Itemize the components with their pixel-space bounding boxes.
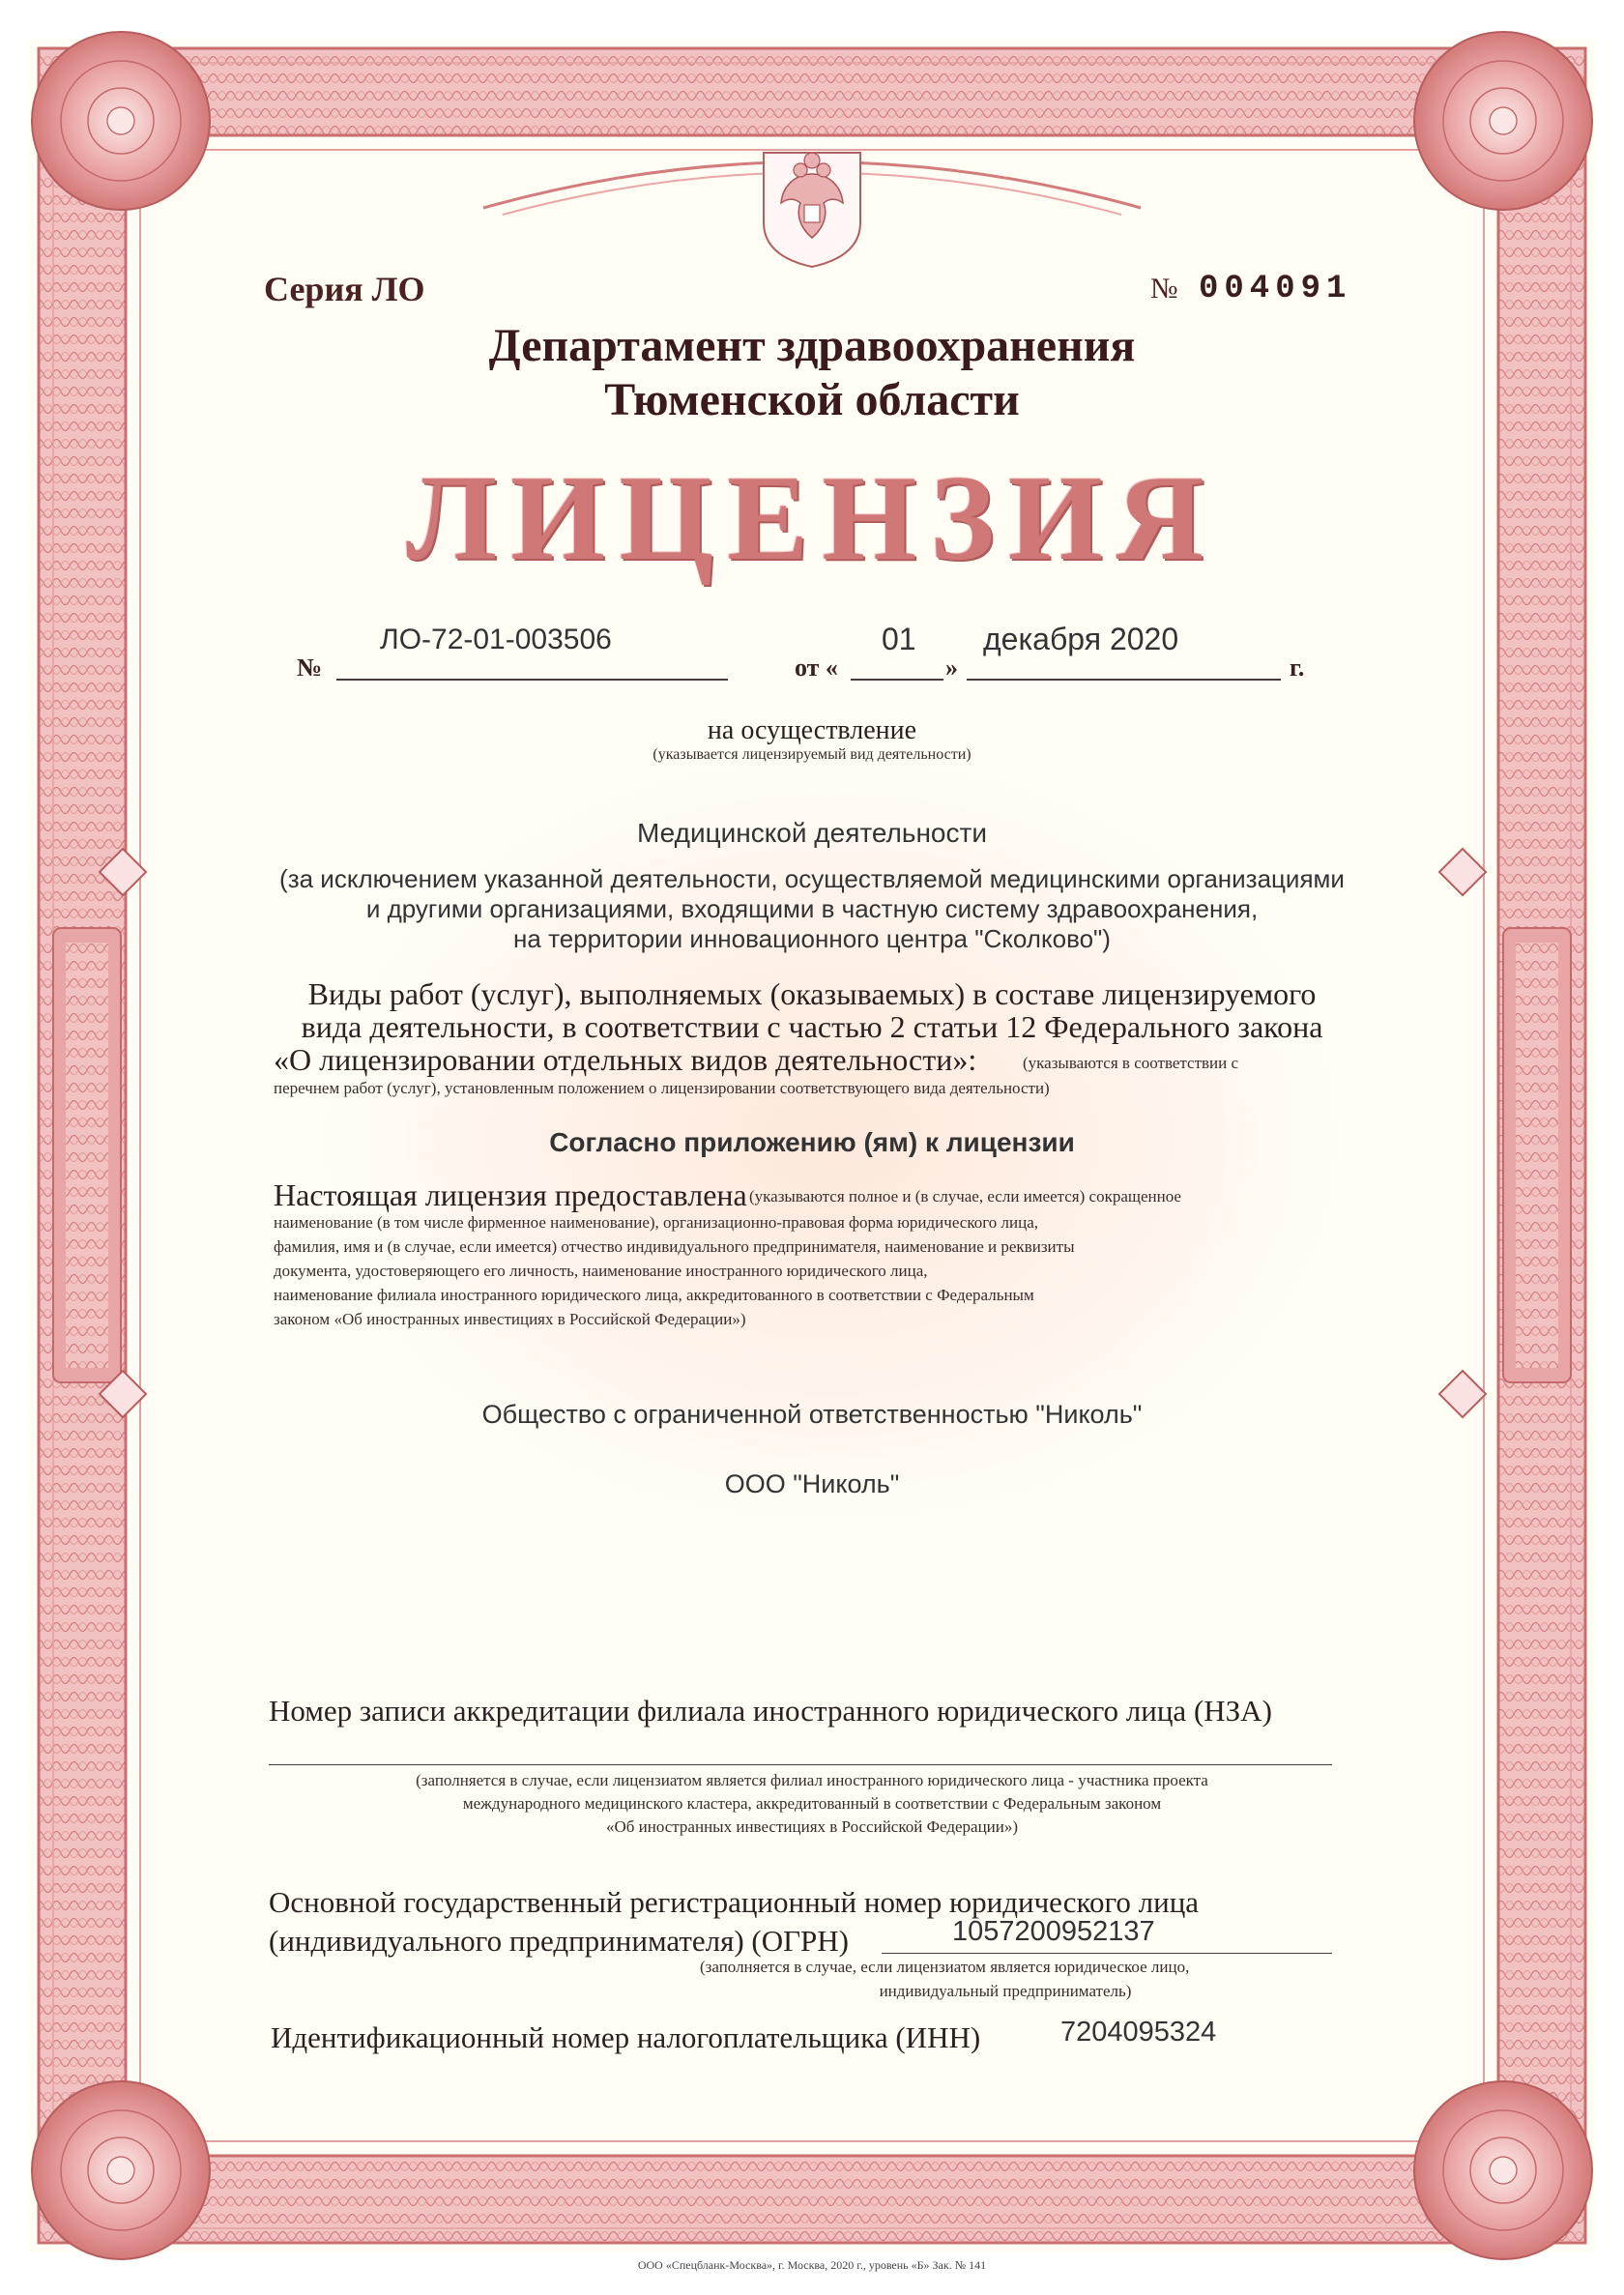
department-name-line1: Департамент здравоохранения [488, 320, 1136, 371]
granted-label: Настоящая лицензия предоставлена [274, 1177, 747, 1212]
license-day: 01 [882, 622, 916, 656]
coat-of-arms-emblem [754, 145, 870, 271]
license-no-label: № [297, 654, 323, 682]
ogrn-label-line1: Основной государственный регистрационный номер юридического лица [269, 1885, 1200, 1919]
document-title: ЛИЦЕНЗИЯ [406, 451, 1218, 586]
activity-label: на осуществление [707, 715, 917, 745]
nza-hint1: (заполняется в случае, если лицензиатом является филиал иностранного юридического лица - участника проекта [416, 1771, 1208, 1789]
activity-hint: (указывается лицензируемый вид деятельности) [652, 746, 972, 763]
activity-name: Медицинской деятельности [637, 818, 987, 848]
nza-hint2: международного медицинского кластера, аккредитованный в соответствии с Федеральным законом [462, 1794, 1162, 1813]
inn-value: 7204095324 [1060, 2017, 1217, 2048]
granted-hint3: фамилия, имя и (в случае, если имеется) отчество индивидуального предпринимателя, наименование и реквизиты [274, 1237, 1075, 1256]
number-sign: № [1150, 273, 1178, 305]
licensee-short-name: ООО "Николь" [724, 1469, 900, 1498]
nza-hint3: «Об иностранных инвестициях в Российской Федерации») [605, 1817, 1019, 1836]
granted-hint4: документа, удостоверяющего его личность, наименование иностранного юридического лица, [274, 1262, 928, 1280]
granted-hint1: (указываются полное и (в случае, если имеется) сокращенное [749, 1187, 1181, 1206]
license-number-underline [336, 679, 728, 681]
day-underline [851, 679, 943, 681]
works-value: Согласно приложению (ям) к лицензии [549, 1127, 1075, 1157]
works-hint-a: (указываются в соответствии с [1023, 1054, 1239, 1072]
activity-scope-line1: (за исключением указанной деятельности, осуществляемой медицинскими организациями [279, 864, 1345, 893]
license-number: ЛО-72-01-003506 [380, 624, 612, 655]
licensee-full-name: Общество с ограниченной ответственностью "Николь" [481, 1400, 1143, 1429]
activity-scope-line2: и другими организациями, входящими в частную систему здравоохранения, [365, 894, 1259, 923]
activity-scope-line3: на территории инновационного центра "Сколково") [513, 924, 1111, 953]
works-line1: Виды работ (услуг), выполняемых (оказываемых) в составе лицензируемого [307, 976, 1317, 1011]
year-suffix: г. [1290, 654, 1305, 682]
granted-hint2: наименование (в том числе фирменное наименование), организационно-правовая форма юридического лица, [274, 1213, 1038, 1232]
works-line3: «О лицензировании отдельных видов деятельности»: [274, 1042, 977, 1077]
works-line2: вида деятельности, в соответствии с частью 2 статьи 12 Федерального закона [301, 1009, 1323, 1044]
ogrn-label-line2: (индивидуального предпринимателя) (ОГРН) [269, 1924, 850, 1958]
ogrn-value: 1057200952137 [952, 1916, 1155, 1947]
inn-label: Идентификационный номер налогоплательщика (ИНН) [271, 2020, 981, 2054]
ogrn-hint1: (заполняется в случае, если лицензиатом является юридическое лицо, [700, 1958, 1190, 1976]
series-label: Серия ЛО [264, 270, 425, 308]
month-year-underline [967, 679, 1281, 681]
nza-label: Номер записи аккредитации филиала иностранного юридического лица (НЗА) [269, 1694, 1272, 1728]
works-hint-b: перечнем работ (услуг), установленным положением о лицензировании соответствующего вида деятельности) [274, 1079, 1050, 1097]
license-month-year: декабря 2020 [983, 622, 1179, 656]
department-name-line2: Тюменской области [604, 374, 1020, 425]
nza-underline [269, 1764, 1332, 1765]
printer-imprint: ООО «Спецбланк-Москва», г. Москва, 2020 г., уровень «Б» Зак. № 141 [637, 2258, 987, 2272]
ogrn-underline [882, 1953, 1332, 1954]
form-number: 004091 [1199, 271, 1352, 307]
granted-hint6: законом «Об иностранных инвестициях в Российской Федерации») [274, 1310, 746, 1328]
granted-hint5: наименование филиала иностранного юридического лица, аккредитованного в соответствии с Федеральным [274, 1286, 1034, 1304]
date-from-label: от « [795, 654, 838, 682]
ogrn-hint2: индивидуальный предприниматель) [879, 1982, 1132, 2000]
date-quote-close: » [945, 654, 958, 682]
